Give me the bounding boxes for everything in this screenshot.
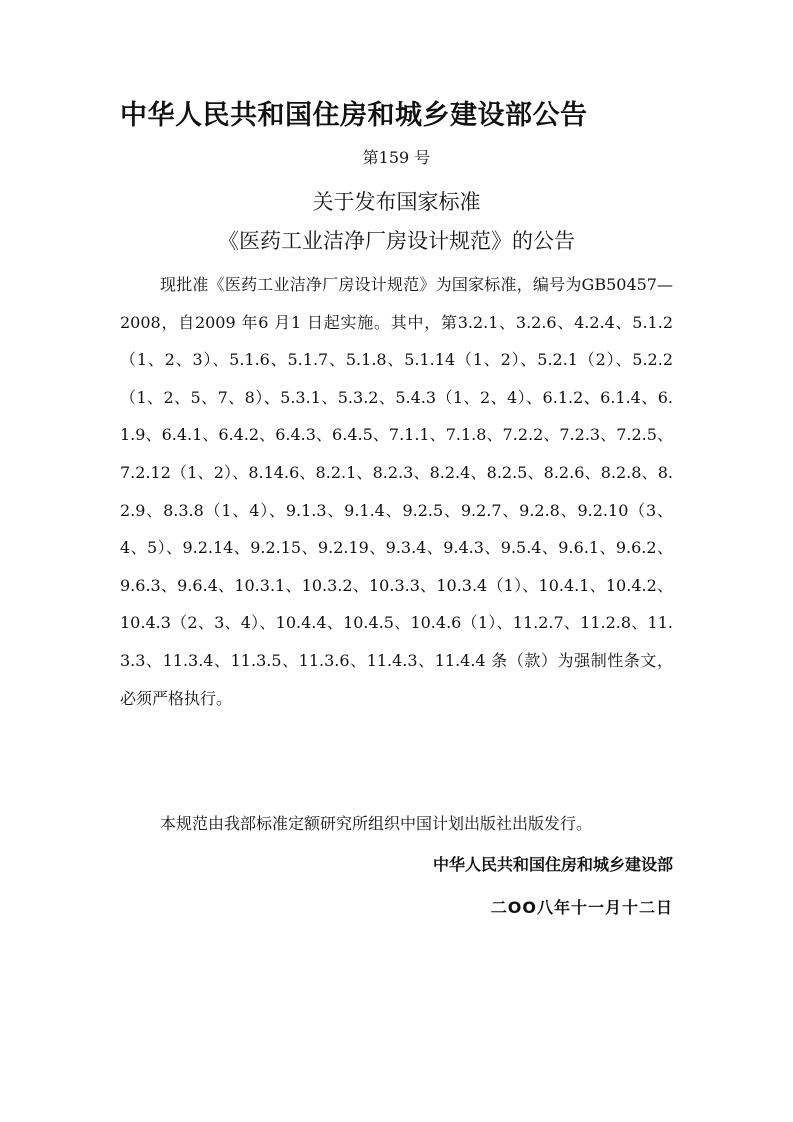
signature-organization: 中华人民共和国住房和城乡建设部	[432, 855, 673, 874]
notice-title-line-1: 关于发布国家标准	[312, 190, 481, 214]
notice-body: 现批准《医药工业洁净厂房设计规范》为国家标准，编号为GB50457—2008，自2009 年6 月1 日起实施。其中，第3.2.1、3.2.6、4.2.4、5.1.2（1、2、3）、5.1.6、5.1.7、5.1.8、5.1.14（1、2）、5.2.1（2）、5.2.2（1、2、5、7、8）、5.3.1、5.3.2、5.4.3（1、2、4）、6.1.2、6.1.4、6.1.9、6.4.1、6.4.2、6.4.3、6.4.5、7.1.1、7.1.8、7.2.2、7.2.3、7.2.5、7.2.12（1、2）、8.14.6、8.2.1、8.2.3、8.2.4、8.2.5、8.2.6、8.2.8、8.2.9、8.3.8（1、4）、9.1.3、9.1.4、9.2.5、9.2.7、9.2.8、9.2.10（3、4、5）、9.2.14、9.2.15、9.2.19、9.3.4、9.4.3、9.5.4、9.6.1、9.6.2、9.6.3、9.6.4、10.3.1、10.3.2、10.3.3、10.3.4（1）、10.4.1、10.4.2、10.4.3（2、3、4）、10.4.4、10.4.5、10.4.6（1）、11.2.7、11.2.8、11.3.3、11.3.4、11.3.5、11.3.6、11.4.3、11.4.4 条（款）为强制性条文，必须严格执行。	[120, 275, 673, 708]
notice-number: 第159 号	[362, 148, 431, 167]
notice-title-line-2: 《医药工业洁净厂房设计规范》的公告	[218, 229, 575, 253]
publisher-note: 本规范由我部标准定额研究所组织中国计划出版社出版发行。	[160, 814, 593, 833]
page-title: 中华人民共和国住房和城乡建设部公告	[120, 100, 588, 131]
signature-date: 二OO八年十一月十二日	[490, 898, 673, 917]
